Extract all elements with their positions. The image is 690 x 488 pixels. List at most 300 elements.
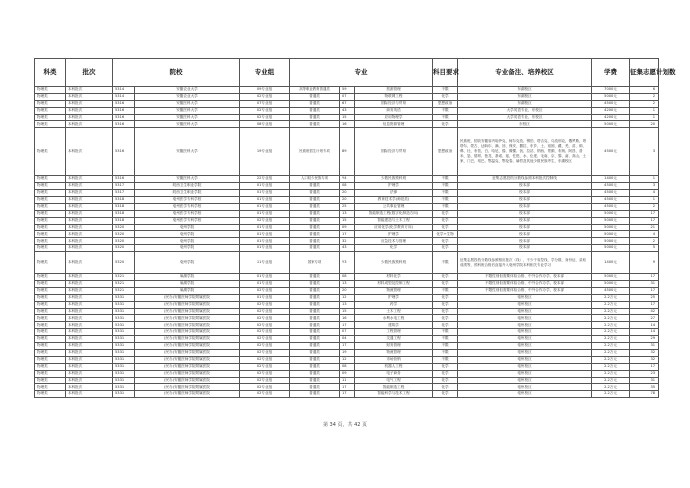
cell-group: 02专业组 — [240, 391, 290, 398]
cell-pici: 本科批次 — [66, 370, 113, 377]
cell-fee: 2.2万元 — [592, 315, 630, 322]
cell-pici: 本科批次 — [66, 329, 113, 336]
cell-code: 5331 — [113, 308, 135, 315]
cell-code: 5331 — [113, 384, 135, 391]
cell-subject: 化学 — [433, 370, 458, 377]
cell-note: 东湖校区 — [458, 87, 592, 94]
table-row — [35, 349, 659, 356]
cell-kelei: 物理类 — [35, 301, 66, 308]
cell-quota: 17 — [630, 274, 659, 281]
cell-pici: 本科批次 — [66, 281, 113, 288]
cell-kelei: 物理类 — [35, 176, 66, 183]
table-row — [35, 224, 659, 231]
cell-subject: 化学 — [433, 238, 458, 245]
cell-kelei: 物理类 — [35, 356, 66, 363]
cell-kelei: 物理类 — [35, 224, 66, 231]
table-row — [35, 356, 659, 363]
cell-quota: 21 — [630, 224, 659, 231]
cell-school: (民办)安徽医师学院附属医院 — [135, 391, 240, 398]
cell-group: 01专业组 — [240, 294, 290, 301]
cell-code: 5321 — [113, 274, 135, 281]
cell-subject: 化学 — [433, 224, 458, 231]
cell-major: 水利水电工程 — [355, 315, 433, 322]
cell-quota: 1 — [630, 176, 659, 183]
cell-group-type: 普通类 — [290, 287, 340, 294]
cell-kelei: 物理类 — [35, 252, 66, 274]
table-row — [35, 231, 659, 238]
cell-code: 5320 — [113, 231, 135, 238]
cell-kelei: 物理类 — [35, 281, 66, 288]
cell-school: 安徽医科大学 — [135, 107, 240, 114]
cell-fee: 2.2万元 — [592, 384, 630, 391]
cell-school: (民办)安徽医师学院附属医院 — [135, 363, 240, 370]
cell-quota: 14 — [630, 329, 659, 336]
cell-school: 巢湖学院 — [135, 274, 240, 281]
cell-school: 皖西卫生职业学院 — [135, 190, 240, 197]
cell-major-code: Y4 — [340, 176, 355, 183]
cell-group-type: 普通类 — [290, 308, 340, 315]
cell-quota: 1 — [630, 197, 659, 204]
cell-note: 校本部 — [458, 183, 592, 190]
cell-school: (民办)安徽医师学院附属医院 — [135, 322, 240, 329]
cell-code: 5331 — [113, 336, 135, 343]
cell-major: 教育技术学(师范类) — [355, 197, 433, 204]
cell-kelei: 物理类 — [35, 203, 66, 210]
cell-code: 5317 — [113, 183, 135, 190]
cell-group-type: 普通类 — [290, 377, 340, 384]
cell-fee: 2.2万元 — [592, 363, 630, 370]
cell-code: 5314 — [113, 87, 135, 94]
cell-fee: 2.2万元 — [592, 391, 630, 398]
cell-group-type: 普通类 — [290, 238, 340, 245]
cell-fee: 5000元 — [592, 274, 630, 281]
cell-pici: 本科批次 — [66, 238, 113, 245]
cell-major: 土木工程 — [355, 308, 433, 315]
cell-group: 01专业组 — [240, 245, 290, 252]
cell-group: 22专业组 — [240, 176, 290, 183]
cell-note: 不限性别但需要体检合格、中外合作办学，校本部 — [458, 281, 592, 288]
cell-fee: 5000元 — [592, 231, 630, 238]
cell-pici: 本科批次 — [66, 217, 113, 224]
cell-pici: 本科批次 — [66, 87, 113, 94]
cell-group: 02专业组 — [240, 370, 290, 377]
table-row — [35, 217, 659, 224]
cell-pici: 本科批次 — [66, 114, 113, 121]
cell-major-code: 13 — [340, 210, 355, 217]
cell-code: 5331 — [113, 322, 135, 329]
table-row — [35, 274, 659, 281]
cell-group: 02专业组 — [240, 315, 290, 322]
table-row — [35, 87, 659, 94]
cell-group-type: 高等职业教育普通类 — [290, 87, 340, 94]
cell-kelei: 物理类 — [35, 87, 66, 94]
cell-fee: 2.2万元 — [592, 294, 630, 301]
table-row — [35, 391, 659, 398]
table-header-row — [35, 59, 659, 87]
cell-school: (民办)安徽医师学院附属医院 — [135, 377, 240, 384]
cell-school: (民办)安徽医师学院附属医院 — [135, 308, 240, 315]
cell-pici: 本科批次 — [66, 377, 113, 384]
cell-pici: 本科批次 — [66, 336, 113, 343]
table-row — [35, 238, 659, 245]
cell-subject: 不限 — [433, 183, 458, 190]
header-yuanxiao: 院校 — [113, 59, 240, 87]
cell-school: 安徽医科大学 — [135, 176, 240, 183]
cell-major: 智能科学与技术工程 — [355, 391, 433, 398]
cell-kelei: 物理类 — [35, 107, 66, 114]
cell-note: 校本部 — [458, 224, 592, 231]
cell-pici: 本科批次 — [66, 231, 113, 238]
cell-pici: 本科批次 — [66, 183, 113, 190]
cell-subject: 化学 — [433, 121, 458, 128]
cell-fee: 2.2万元 — [592, 356, 630, 363]
cell-code: 5320 — [113, 245, 135, 252]
cell-quota: 25 — [630, 294, 659, 301]
cell-kelei: 物理类 — [35, 274, 66, 281]
cell-quota: 9 — [630, 252, 659, 274]
cell-code: 5331 — [113, 391, 135, 398]
cell-school: 亳州医学专科学校 — [135, 217, 240, 224]
cell-group: 02专业组 — [240, 363, 290, 370]
cell-code: 5316 — [113, 107, 135, 114]
cell-major-code: 32 — [340, 238, 355, 245]
cell-fee: 1400元 — [592, 252, 630, 274]
cell-note: 亳州校区 — [458, 363, 592, 370]
cell-pici: 本科批次 — [66, 107, 113, 114]
cell-code: 5316 — [113, 121, 135, 128]
table-row — [35, 343, 659, 350]
header-pici: 批次 — [66, 59, 113, 87]
cell-group: 01专业组 — [240, 238, 290, 245]
cell-fee: 5000元 — [592, 121, 630, 128]
cell-fee: 1400元 — [592, 176, 630, 183]
cell-group: 02专业组 — [240, 377, 290, 384]
cell-group-type: 普通类 — [290, 274, 340, 281]
cell-group: 11专业组 — [240, 252, 290, 274]
cell-major-code: 17 — [340, 322, 355, 329]
cell-group-type: 民族班招生计划专项 — [290, 128, 340, 176]
cell-kelei: 物理类 — [35, 245, 66, 252]
cell-group: 02专业组 — [240, 93, 290, 100]
table-row — [35, 294, 659, 301]
cell-group-type: 普通类 — [290, 391, 340, 398]
cell-group: 02专业组 — [240, 308, 290, 315]
cell-kelei: 物理类 — [35, 128, 66, 176]
cell-code: 5318 — [113, 203, 135, 210]
cell-major: 国际经济与贸易 — [355, 128, 433, 176]
cell-quota: 23 — [630, 370, 659, 377]
cell-fee: 2.2万元 — [592, 343, 630, 350]
cell-subject: 不限 — [433, 176, 458, 183]
cell-fee: 2.2万元 — [592, 308, 630, 315]
cell-subject: 化学 — [433, 308, 458, 315]
cell-quota: 32 — [630, 356, 659, 363]
cell-note: 民族班，招收安徽省内哈萨克、柯尔克孜、锡伯、塔吉克、乌孜别克、俄罗斯、塔塔尔、蒙古、达斡尔、满、回、保安、撒拉、东乡、土、裕固、藏、羌、苗、侗、彝、壮、布依、白、哈尼、傣、傈僳、佤、拉祜、纳西、景颇、布朗、阿昌、普米、怒、德昂、独龙、基诺、瑶、仡佬、水、仫佬、毛南、京、黎、畲、高山、土家、门巴、珞巴、鄂温克、鄂伦春、赫哲及其他少数民族考生，东湖校区 — [458, 128, 592, 176]
header-beizhu: 专业备注、培养校区 — [458, 59, 592, 87]
cell-subject: 化学+生物 — [433, 231, 458, 238]
cell-group: 01专业组 — [240, 190, 290, 197]
cell-note: 亳州校区 — [458, 308, 592, 315]
cell-fee: 4500元 — [592, 287, 630, 294]
cell-fee: 5000元 — [592, 217, 630, 224]
cell-note: 校本部 — [458, 238, 592, 245]
cell-code: 5316 — [113, 176, 135, 183]
header-kelei: 科类 — [35, 59, 66, 87]
cell-school: 亳州学院 — [135, 238, 240, 245]
cell-subject: 化学 — [433, 315, 458, 322]
cell-school: 安徽农业大学 — [135, 93, 240, 100]
table-row — [35, 308, 659, 315]
cell-kelei: 物理类 — [35, 308, 66, 315]
cell-group: 02专业组 — [240, 287, 290, 294]
cell-note: 东校区 — [458, 121, 592, 128]
cell-code: 5331 — [113, 329, 135, 336]
cell-note: 不限性别但需要体检合格、中外合作办学，校本部 — [458, 287, 592, 294]
cell-quota: 1 — [630, 114, 659, 121]
cell-code: 5331 — [113, 301, 135, 308]
table-row — [35, 210, 659, 217]
cell-group-type: 普通类 — [290, 217, 340, 224]
cell-major: 物联网工程 — [355, 93, 433, 100]
cell-code: 5314 — [113, 93, 135, 100]
cell-code: 5317 — [113, 190, 135, 197]
cell-group: 02专业组 — [240, 301, 290, 308]
table-row — [35, 281, 659, 288]
admissions-table — [34, 58, 676, 398]
cell-major: 智能建造与土木工程 — [355, 217, 433, 224]
cell-subject: 不限 — [433, 252, 458, 274]
cell-quota: 5 — [630, 245, 659, 252]
cell-note: 亳州校区 — [458, 315, 592, 322]
cell-fee: 5000元 — [592, 224, 630, 231]
cell-code: 5320 — [113, 224, 135, 231]
cell-subject: 化学 — [433, 210, 458, 217]
cell-major: 应用化学(化学教育方向) — [355, 224, 433, 231]
cell-pici: 本科批次 — [66, 93, 113, 100]
cell-kelei: 物理类 — [35, 93, 66, 100]
cell-quota: 17 — [630, 217, 659, 224]
cell-major-code: 89 — [340, 128, 355, 176]
cell-quota: 31 — [630, 343, 659, 350]
cell-pici: 本科批次 — [66, 176, 113, 183]
cell-group-type: 普通类 — [290, 301, 340, 308]
cell-major-code: 16 — [340, 121, 355, 128]
cell-major-code: 16 — [340, 315, 355, 322]
cell-fee: 4200元 — [592, 107, 630, 114]
cell-quota: 14 — [630, 322, 659, 329]
table-row — [35, 336, 659, 343]
cell-kelei: 物理类 — [35, 217, 66, 224]
cell-fee: 4500元 — [592, 190, 630, 197]
cell-kelei: 物理类 — [35, 349, 66, 356]
cell-major-code: 15 — [340, 217, 355, 224]
cell-major-code: 17 — [340, 231, 355, 238]
cell-major: 商务英语 — [355, 107, 433, 114]
cell-note: 亳州校区 — [458, 370, 592, 377]
cell-fee: 5000元 — [592, 281, 630, 288]
cell-school: 亳州医学专科学校 — [135, 210, 240, 217]
cell-school: 安徽医科大学 — [135, 100, 240, 107]
cell-group-type: 普通类 — [290, 336, 340, 343]
cell-group-type: 国家专项 — [290, 252, 340, 274]
cell-quota: 27 — [630, 315, 659, 322]
cell-group: 02专业组 — [240, 343, 290, 350]
cell-quota: 17 — [630, 287, 659, 294]
cell-subject: 化学 — [433, 281, 458, 288]
cell-kelei: 物理类 — [35, 114, 66, 121]
cell-group-type: 普通类 — [290, 114, 340, 121]
cell-kelei: 物理类 — [35, 231, 66, 238]
cell-quota: 17 — [630, 301, 659, 308]
cell-major: 机器人工程 — [355, 363, 433, 370]
cell-group: 02专业组 — [240, 336, 290, 343]
cell-code: 5331 — [113, 356, 135, 363]
page-number: 第 34 页，共 42 页 — [322, 422, 368, 428]
cell-group-type: 普通类 — [290, 203, 340, 210]
cell-pici: 本科批次 — [66, 287, 113, 294]
cell-quota: 29 — [630, 336, 659, 343]
cell-code: 5331 — [113, 294, 135, 301]
cell-note: 大学英语专业，东校区 — [458, 114, 592, 121]
cell-kelei: 物理类 — [35, 384, 66, 391]
cell-subject: 化学 — [433, 301, 458, 308]
cell-fee: 4500元 — [592, 183, 630, 190]
cell-code: 5331 — [113, 315, 135, 322]
cell-school: 巢湖学院 — [135, 287, 240, 294]
cell-code: 5331 — [113, 377, 135, 384]
cell-quota: 17 — [630, 363, 659, 370]
cell-major: 法律 — [355, 190, 433, 197]
cell-group-type: 普通类 — [290, 343, 340, 350]
cell-fee: 4200元 — [592, 114, 630, 121]
cell-major: 公共事业管理 — [355, 203, 433, 210]
cell-group: 01专业组 — [240, 224, 290, 231]
cell-quota: 31 — [630, 377, 659, 384]
cell-code: 5321 — [113, 287, 135, 294]
cell-code: 5331 — [113, 370, 135, 377]
cell-school: (民办)安徽医师学院附属医院 — [135, 301, 240, 308]
cell-major: 物流管理 — [355, 349, 433, 356]
header-zhuanyezu: 专业组 — [240, 59, 290, 87]
cell-fee: 2.2万元 — [592, 377, 630, 384]
cell-quota: 42 — [630, 308, 659, 315]
cell-kelei: 物理类 — [35, 391, 66, 398]
cell-subject: 不限 — [433, 190, 458, 197]
cell-note: 校本部 — [458, 217, 592, 224]
cell-fee: 2.2万元 — [592, 336, 630, 343]
cell-subject: 不限 — [433, 336, 458, 343]
cell-code: 5316 — [113, 128, 135, 176]
cell-quota: 20 — [630, 121, 659, 128]
cell-note: 亳州校区 — [458, 336, 592, 343]
cell-school: 亳州医学专科学校 — [135, 203, 240, 210]
cell-school: (民办)安徽医师学院附属医院 — [135, 294, 240, 301]
cell-school: (民办)安徽医师学院附属医院 — [135, 370, 240, 377]
cell-note: 亳州校区 — [458, 356, 592, 363]
cell-fee: 2.2万元 — [592, 329, 630, 336]
cell-school: (民办)安徽医师学院附属医院 — [135, 329, 240, 336]
cell-school: (民办)安徽医师学院附属医院 — [135, 349, 240, 356]
cell-note: 亳州校区 — [458, 377, 592, 384]
cell-kelei: 物理类 — [35, 287, 66, 294]
cell-note: 征集志愿投档分数线参照相应批次（线），不少于省控线，学分数、身份证、录取成绩等，预科班合格后直接升入亳州学院本科相关专业学习 — [458, 252, 592, 274]
cell-major: 材料成型及控制工程 — [355, 281, 433, 288]
cell-group-type: 普通类 — [290, 107, 340, 114]
cell-quota: 1 — [630, 107, 659, 114]
cell-group-type: 普通类 — [290, 190, 340, 197]
cell-kelei: 物理类 — [35, 197, 66, 204]
cell-subject: 化学 — [433, 363, 458, 370]
cell-pici: 本科批次 — [66, 315, 113, 322]
cell-fee: 2.2万元 — [592, 349, 630, 356]
table-row — [35, 384, 659, 391]
cell-quota: 32 — [630, 349, 659, 356]
cell-note: 校本部 — [458, 190, 592, 197]
cell-major-code: 12 — [340, 294, 355, 301]
cell-fee: 4500元 — [592, 128, 630, 176]
cell-school: 亳州学院 — [135, 245, 240, 252]
cell-group: 02专业组 — [240, 384, 290, 391]
cell-major-code: 09 — [340, 370, 355, 377]
cell-code: 5318 — [113, 197, 135, 204]
cell-school: 巢湖学院 — [135, 281, 240, 288]
cell-major-code: 43 — [340, 245, 355, 252]
cell-group-type: 普通类 — [290, 315, 340, 322]
cell-major: 智能制造工程 — [355, 384, 433, 391]
cell-kelei: 物理类 — [35, 363, 66, 370]
cell-group: 01专业组 — [240, 274, 290, 281]
cell-major-code: 07 — [340, 93, 355, 100]
cell-fee: 5000元 — [592, 245, 630, 252]
cell-quota: 4 — [630, 231, 659, 238]
cell-group: 01专业组 — [240, 281, 290, 288]
cell-major: 建筑学 — [355, 322, 433, 329]
cell-major-code: 17 — [340, 391, 355, 398]
cell-major-code: 08 — [340, 183, 355, 190]
cell-pici: 本科批次 — [66, 301, 113, 308]
cell-major-code: 08 — [340, 363, 355, 370]
cell-kelei: 物理类 — [35, 100, 66, 107]
cell-group-type: 普通类 — [290, 356, 340, 363]
cell-subject: 化学 — [433, 274, 458, 281]
cell-major-code: 25 — [340, 203, 355, 210]
cell-school: 亳州学院 — [135, 252, 240, 274]
cell-major: 少数民族预科班 — [355, 252, 433, 274]
cell-note: 校本部 — [458, 231, 592, 238]
cell-note: 亳州校区 — [458, 343, 592, 350]
cell-group-type: 普通类 — [290, 210, 340, 217]
cell-group: 19专业组 — [240, 128, 290, 176]
cell-quota: 2 — [630, 203, 659, 210]
table-row — [35, 121, 659, 128]
cell-school: 安徽农业大学 — [135, 87, 240, 94]
table-row — [35, 114, 659, 121]
cell-kelei: 物理类 — [35, 190, 66, 197]
cell-major: 市场营销 — [355, 356, 433, 363]
cell-major: 药学 — [355, 301, 433, 308]
cell-note: 亳州校区 — [458, 329, 592, 336]
cell-school: 亳州医学专科学校 — [135, 197, 240, 204]
cell-quota: 3 — [630, 128, 659, 176]
cell-pici: 本科批次 — [66, 294, 113, 301]
cell-pici: 本科批次 — [66, 252, 113, 274]
cell-fee: 5000元 — [592, 210, 630, 217]
cell-major-code: 12 — [340, 356, 355, 363]
cell-quota: 35 — [630, 384, 659, 391]
cell-major: 财务管理 — [355, 343, 433, 350]
cell-fee: 2.2万元 — [592, 301, 630, 308]
cell-major: 护理学 — [355, 294, 433, 301]
